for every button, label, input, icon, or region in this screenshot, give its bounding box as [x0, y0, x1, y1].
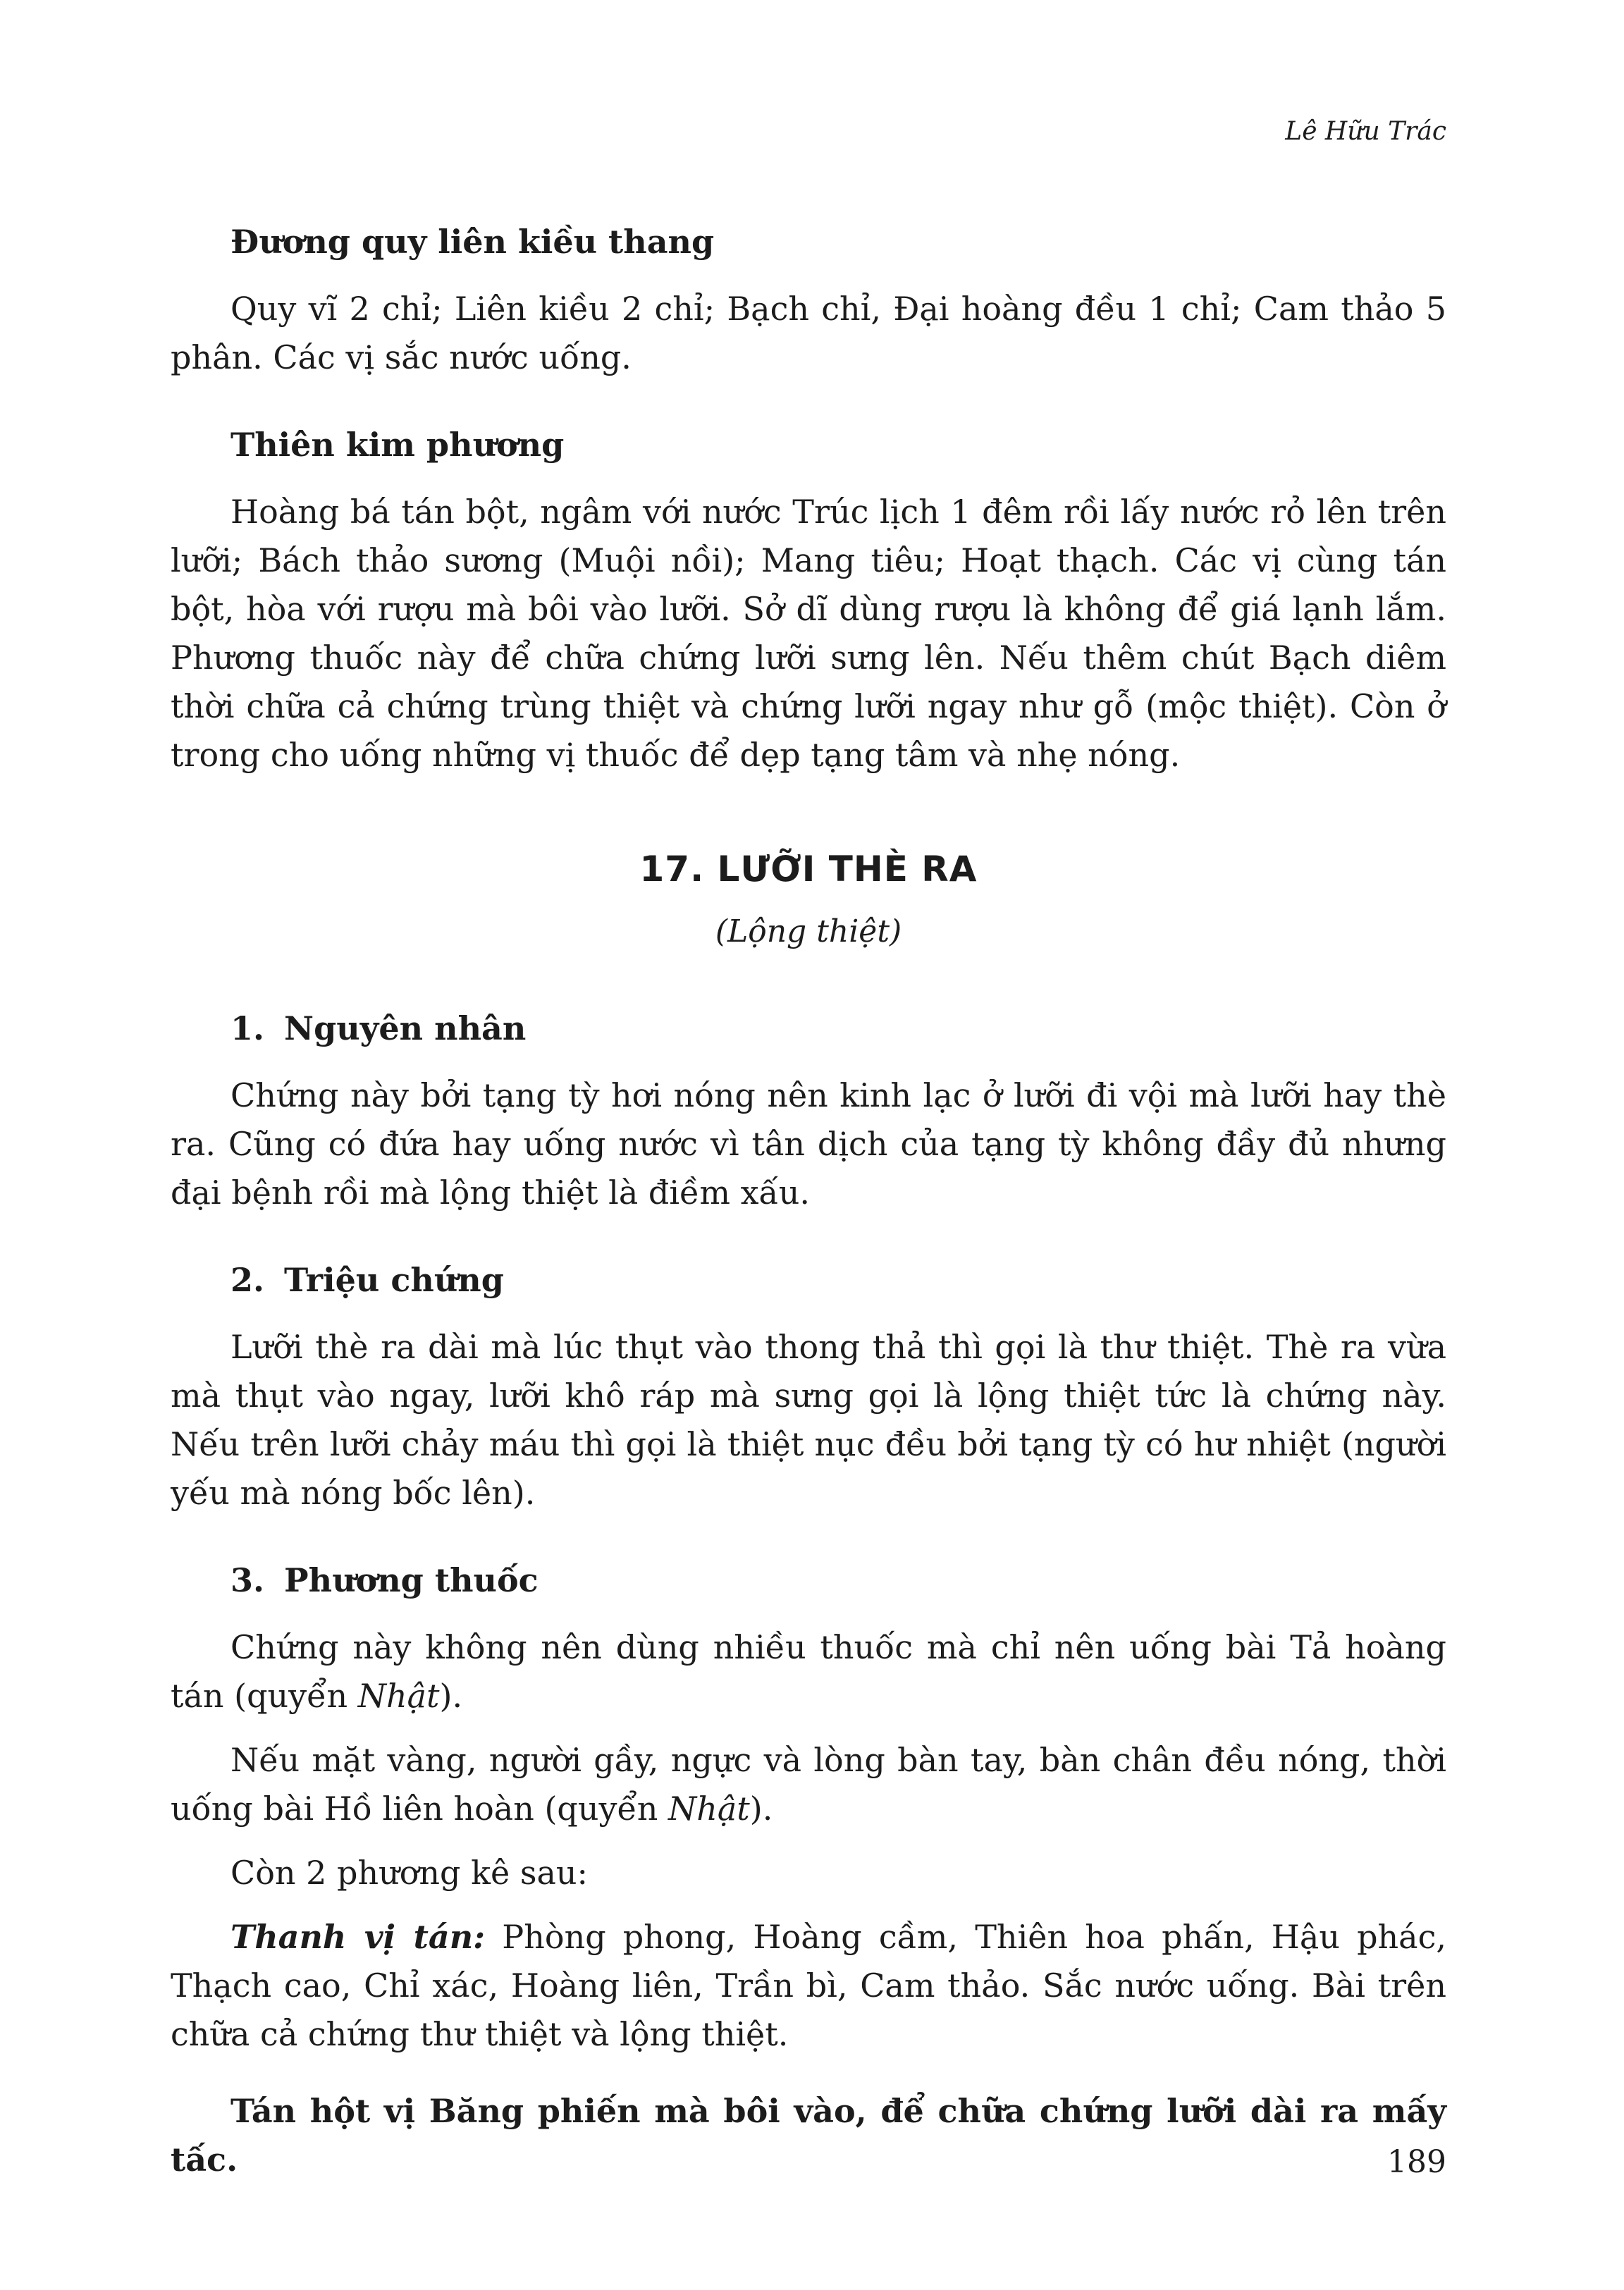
section1-number: 1.: [230, 1009, 265, 1047]
chapter-heading-block: [171, 843, 1446, 955]
section3-paragraph-3: Còn 2 phương kê sau:: [230, 1854, 588, 1892]
section1-heading: [171, 1004, 1446, 1053]
section3-number: 3.: [230, 1561, 265, 1599]
recipe1-body: Quy vĩ 2 chỉ; Liên kiều 2 chỉ; Bạch chỉ, Đại hoàng đều 1 chỉ; Cam thảo 5 phân. Các vị sắc nước uống.: [171, 290, 1446, 376]
chapter-subtitle: (Lộng thiệt): [715, 913, 902, 949]
section1-body: Chứng này bởi tạng tỳ hơi nóng nên kinh lạc ở lưỡi đi vội mà lưỡi hay thè ra. Cũng có đứa hay uống nước vì tân dịch của tạng tỳ không đầy đủ nhưng đại bệnh rồi mà lộng thiệt là điềm xấu.: [171, 1076, 1446, 1212]
remedy-name-thanh-vi-tan: Thanh vị tán:: [230, 1918, 486, 1956]
section2-body: Lưỡi thè ra dài mà lúc thụt vào thong thả thì gọi là thư thiệt. Thè ra vừa mà thụt vào ngay, lưỡi khô ráp mà sưng gọi là lộng thiệt tức là chứng này. Nếu trên lưỡi chảy máu thì gọi là thiệt nục đều bởi tạng tỳ có hư nhiệt (người yếu mà nóng bốc lên).: [171, 1328, 1446, 1512]
section3-heading: [171, 1556, 1446, 1605]
running-header-author: Lê Hữu Trác: [1285, 117, 1446, 146]
section2-heading-label: Triệu chứng: [284, 1261, 504, 1299]
recipe2-body: Hoàng bá tán bột, ngâm với nước Trúc lịch 1 đêm rồi lấy nước rỏ lên trên lưỡi; Bách thảo sương (Muội nồi); Mang tiêu; Hoạt thạch. Các vị cùng tán bột, hòa với rượu mà bôi vào lưỡi. Sở dĩ dùng rượu là không để giá lạnh lắm. Phương thuốc này để chữa chứng lưỡi sưng lên. Nếu thêm chút Bạch diêm thời chữa cả chứng trùng thiệt và chứng lưỡi ngay như gỗ (mộc thiệt). Còn ở trong cho uống những vị thuốc để dẹp tạng tâm và nhẹ nóng.: [171, 493, 1446, 774]
section3-p2-book-reference: Nhật: [668, 1790, 750, 1828]
section1-heading-label: Nguyên nhân: [284, 1009, 527, 1047]
section3-p1-text-end: ).: [439, 1677, 463, 1715]
section3-p4-text: Phòng phong, Hoàng cầm, Thiên hoa phấn, Hậu phác, Thạch cao, Chỉ xác, Hoàng liên, Trần bì, Cam thảo. Sắc nước uống. Bài trên chữa cả chứng thư thiệt và lộng thiệt.: [171, 1918, 1446, 2053]
section3-paragraph-1: [171, 1623, 1446, 1720]
section3-p2-text-end: ).: [749, 1790, 773, 1828]
section3-p1-text: Chứng này không nên dùng nhiều thuốc mà chỉ nên uống bài Tả hoàng tán (quyển: [171, 1628, 1446, 1715]
recipe2-title: Thiên kim phương: [230, 426, 565, 464]
page-number: 189: [1387, 2144, 1446, 2180]
section3-p1-book-reference: Nhật: [357, 1677, 440, 1715]
recipe1-title: Đương quy liên kiều thang: [230, 223, 715, 261]
section3-p2-text: Nếu mặt vàng, người gầy, ngực và lòng bàn tay, bàn chân đều nóng, thời uống bài Hồ liên hoàn (quyển: [171, 1741, 1446, 1828]
section2-heading: [171, 1256, 1446, 1305]
chapter-title: 17. LƯỠI THÈ RA: [639, 849, 978, 889]
section3-paragraph-4: [171, 1913, 1446, 2059]
section3-heading-label: Phương thuốc: [284, 1561, 539, 1599]
section3-paragraph-2: [171, 1736, 1446, 1833]
section3-paragraph-5-bold: Tán hột vị Băng phiến mà bôi vào, để chữa chứng lưỡi dài ra mấy tấc.: [171, 2092, 1446, 2179]
section2-number: 2.: [230, 1261, 265, 1299]
